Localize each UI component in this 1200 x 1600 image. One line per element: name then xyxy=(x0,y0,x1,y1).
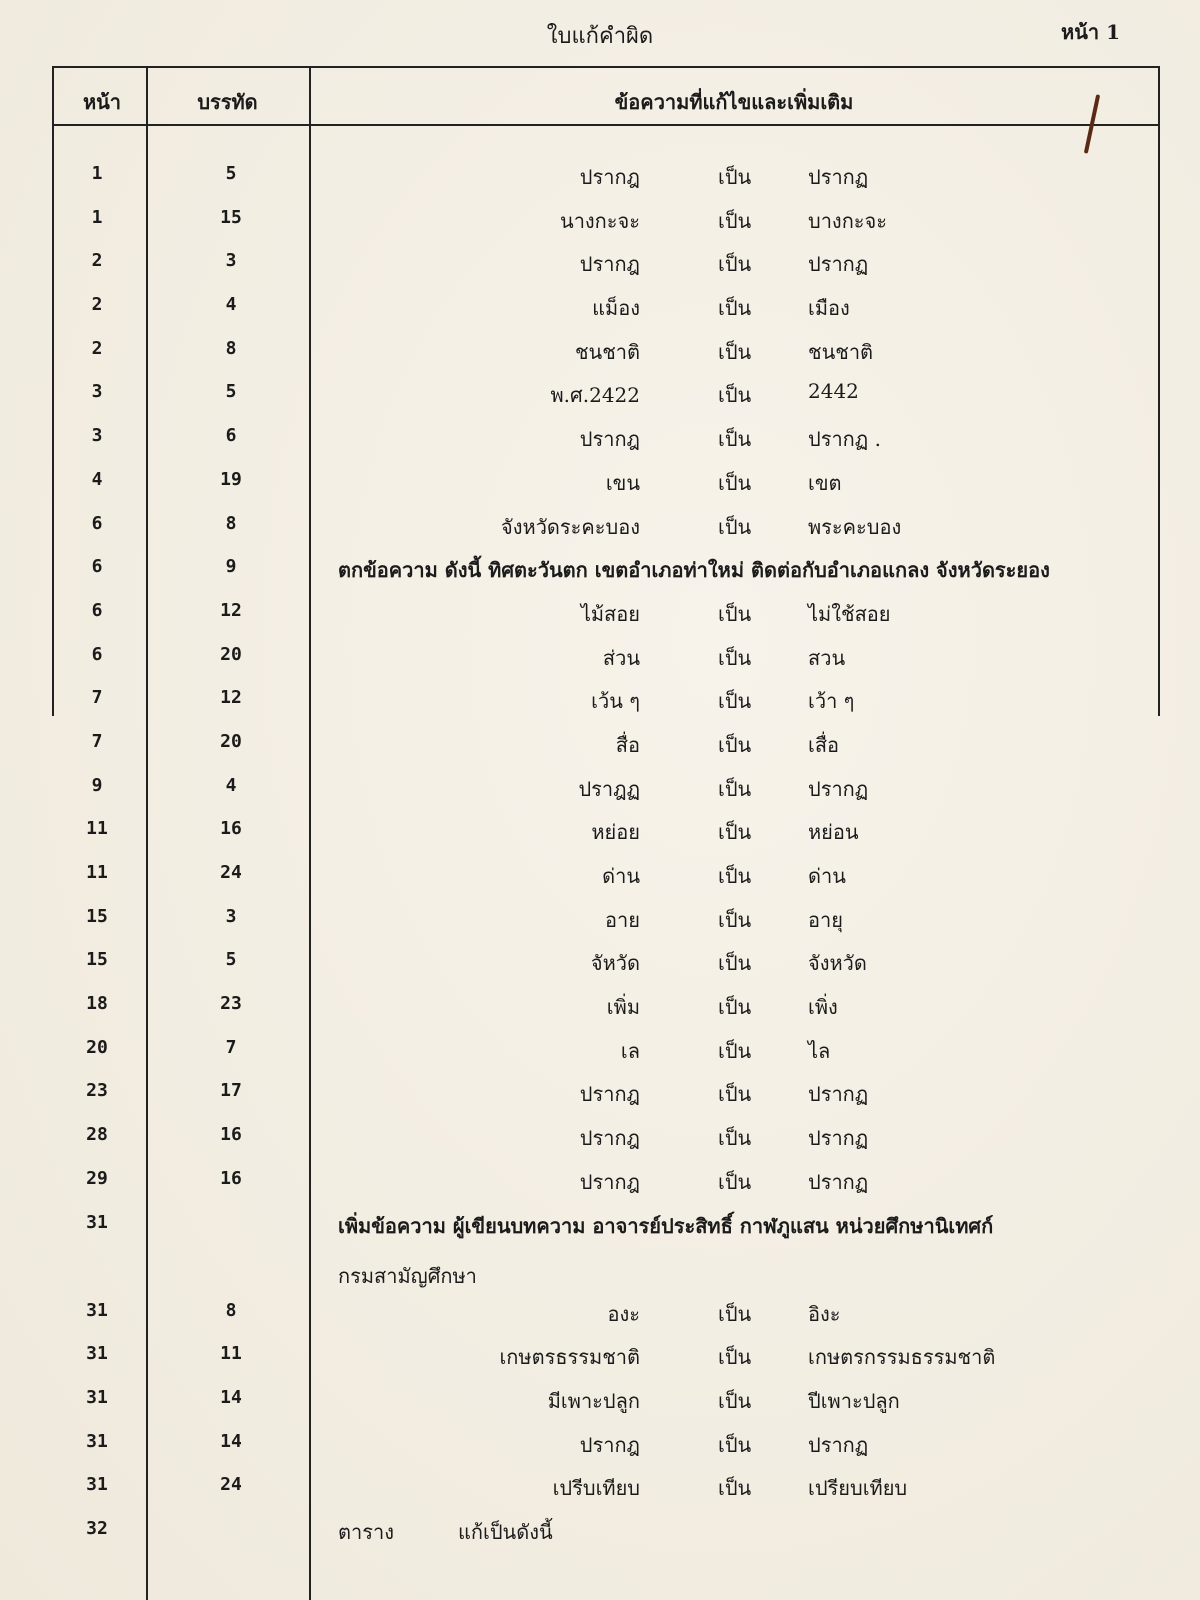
row-line-number: 4 xyxy=(225,774,237,796)
row-page-number: 2 xyxy=(91,294,103,316)
row-corrected-text: เกษตรกรรมธรรมชาติ xyxy=(808,1345,996,1370)
row-line-number: 5 xyxy=(225,381,237,403)
row-line-number: 4 xyxy=(225,294,237,316)
table-row xyxy=(0,461,1200,505)
row-page-number: 15 xyxy=(86,949,108,971)
row-page-number: 1 xyxy=(91,206,103,228)
table-row xyxy=(0,1466,1200,1510)
row-corrected-text: เว้า ๆ xyxy=(808,689,855,714)
table-row xyxy=(0,330,1200,374)
row-line-number: 23 xyxy=(220,993,242,1015)
row-page-number: 7 xyxy=(91,730,103,752)
table-row xyxy=(0,1116,1200,1160)
row-wrong-text: ปรากฎ xyxy=(579,427,640,452)
row-becomes-word: เป็น xyxy=(718,732,752,757)
table-row xyxy=(0,199,1200,243)
row-becomes-word: เป็น xyxy=(718,1432,752,1457)
table-row xyxy=(0,898,1200,942)
row-corrected-text: ปรากฏ xyxy=(808,1126,869,1151)
row-corrected-text: ไม่ใช้สอย xyxy=(808,601,891,626)
table-row xyxy=(0,1423,1200,1467)
row-page-number: 2 xyxy=(91,250,103,272)
row-page-number: 9 xyxy=(91,774,103,796)
table-row xyxy=(0,941,1200,985)
row-corrected-text: เพิ่ง xyxy=(808,995,838,1020)
row-page-number: 31 xyxy=(86,1211,108,1233)
table-row xyxy=(0,417,1200,461)
row-wrong-text: จัหวัด xyxy=(590,951,640,976)
table-row xyxy=(0,767,1200,811)
row-line-number: 20 xyxy=(220,730,242,752)
table-row xyxy=(0,1160,1200,1204)
header-line: บรรทัด xyxy=(197,90,258,114)
row-corrected-text: เขต xyxy=(808,470,842,495)
table-row xyxy=(0,1510,1200,1554)
row-corrected-text: บางกะจะ xyxy=(808,208,888,233)
header-correction: ข้อความที่แก้ไขและเพิ่มเติม xyxy=(614,90,854,114)
row-corrected-text: อิงะ xyxy=(808,1301,841,1326)
row-line-number: 5 xyxy=(225,949,237,971)
row-becomes-word: เป็น xyxy=(718,1126,752,1151)
row-page-number: 18 xyxy=(86,993,108,1015)
table-row xyxy=(0,854,1200,898)
row-becomes-word: เป็น xyxy=(718,1476,752,1501)
row-line-number: 12 xyxy=(220,599,242,621)
row-line-number: 14 xyxy=(220,1430,242,1452)
row-becomes-word: เป็น xyxy=(718,296,752,321)
row-corrected-text: ปรากฏ xyxy=(808,776,869,801)
row-line-number: 8 xyxy=(225,337,237,359)
row-line-number: 24 xyxy=(220,1474,242,1496)
row-becomes-word: เป็น xyxy=(718,864,752,888)
row-corrected-text: สวน xyxy=(808,645,846,670)
row-wrong-text: ปราฎฏ xyxy=(578,776,640,801)
row-wrong-text: มีเพาะปลูก xyxy=(547,1388,640,1413)
row-wrong-text: เว้น ๆ xyxy=(591,689,640,714)
table-row xyxy=(0,985,1200,1029)
row-page-number: 7 xyxy=(91,687,103,709)
table-row xyxy=(0,679,1200,723)
row-becomes-word: เป็น xyxy=(718,1082,752,1107)
table-row xyxy=(0,373,1200,417)
row-corrected-text: ปีเพาะปลูก xyxy=(808,1388,900,1413)
row-corrected-text: ด่าน xyxy=(808,864,846,888)
row-wrong-text: เปรีบเทียบ xyxy=(552,1476,640,1501)
row-becomes-word: เป็น xyxy=(718,383,752,408)
row-corrected-text: ปรากฏ xyxy=(808,1432,869,1457)
row-wrong-text: ปรากฎ xyxy=(579,1082,640,1107)
row-table-note: แก้เป็นดังนี้ xyxy=(458,1519,553,1544)
row-page-number: 31 xyxy=(86,1343,108,1365)
table-row xyxy=(0,242,1200,286)
row-wrong-text: สื่อ xyxy=(615,732,640,757)
row-line-number: 7 xyxy=(225,1036,237,1058)
row-becomes-word: เป็น xyxy=(718,1038,752,1063)
table-header-border xyxy=(52,124,1160,126)
row-line-number: 5 xyxy=(225,163,237,184)
row-page-number: 31 xyxy=(86,1430,108,1452)
row-becomes-word: เป็น xyxy=(718,645,752,670)
row-page-number: 31 xyxy=(86,1299,108,1321)
table-row xyxy=(0,1379,1200,1423)
row-page-number: 6 xyxy=(91,599,103,621)
table-row xyxy=(0,1292,1200,1336)
row-wrong-text: ปรากฎ xyxy=(579,252,640,277)
row-wrong-text: ด่าน xyxy=(602,864,640,888)
row-full-text-line: เพิ่มข้อความ ผู้เขียนบทความ อาจารย์ประสิทธิ์ กาฬภูแสน หน่วยศึกษานิเทศก์ xyxy=(338,1213,994,1238)
row-becomes-word: เป็น xyxy=(718,470,752,495)
row-line-number: 14 xyxy=(220,1386,242,1408)
row-corrected-text: ปรากฏ xyxy=(808,1169,869,1194)
row-corrected-text: อายุ xyxy=(808,907,843,932)
table-row xyxy=(0,1072,1200,1116)
row-wrong-text: หย่อย xyxy=(591,820,640,845)
row-line-number: 24 xyxy=(220,862,242,883)
row-wrong-text: อาย xyxy=(605,907,640,932)
table-row xyxy=(0,155,1200,199)
row-corrected-text: ปรากฏ . xyxy=(808,427,881,452)
row-page-number: 3 xyxy=(91,381,103,403)
row-page-number: 28 xyxy=(86,1124,108,1146)
row-wrong-text: พ.ศ.2422 xyxy=(550,383,640,408)
row-corrected-text: ปรากฏ xyxy=(808,165,869,189)
row-page-number: 6 xyxy=(91,556,103,578)
table-row xyxy=(0,592,1200,636)
row-line-number: 11 xyxy=(220,1343,242,1365)
correction-table-body xyxy=(0,155,1200,1554)
row-wrong-text: ไม้สอย xyxy=(580,601,640,626)
row-wrong-text: ชนชาติ xyxy=(574,339,640,364)
row-page-number: 32 xyxy=(86,1517,108,1539)
row-page-number: 31 xyxy=(86,1474,108,1496)
row-corrected-text: ชนชาติ xyxy=(808,339,874,364)
row-page-number: 4 xyxy=(91,468,103,490)
row-corrected-text: เมือง xyxy=(808,296,850,321)
row-wrong-text: เขน xyxy=(605,470,640,495)
row-wrong-text: เพิ่ม xyxy=(606,995,640,1020)
row-page-number: 11 xyxy=(86,818,108,840)
row-becomes-word: เป็น xyxy=(718,208,752,233)
row-wrong-text: ปรากฎ xyxy=(579,1126,640,1151)
row-wrong-text: จังหวัดระคะบอง xyxy=(501,514,640,539)
table-row xyxy=(0,1335,1200,1379)
row-page-number: 6 xyxy=(91,643,103,665)
row-page-number: 15 xyxy=(86,905,108,927)
row-corrected-text: จังหวัด xyxy=(808,951,867,976)
row-line-number: 20 xyxy=(220,643,242,665)
row-wrong-text: เล xyxy=(620,1038,640,1063)
row-corrected-text: เปรียบเทียบ xyxy=(808,1476,908,1501)
row-becomes-word: เป็น xyxy=(718,339,752,364)
table-row xyxy=(0,723,1200,767)
row-line-number: 6 xyxy=(225,425,237,447)
table-row xyxy=(0,505,1200,549)
row-line-number: 16 xyxy=(220,1124,242,1146)
row-becomes-word: เป็น xyxy=(718,165,752,189)
row-line-number: 17 xyxy=(220,1080,242,1102)
row-becomes-word: เป็น xyxy=(718,601,752,626)
row-wrong-text: ปรากฎ xyxy=(579,1432,640,1457)
row-wrong-text: องะ xyxy=(607,1301,640,1326)
row-corrected-text: พระคะบอง xyxy=(808,514,902,539)
row-line-number: 3 xyxy=(225,250,237,272)
row-becomes-word: เป็น xyxy=(718,995,752,1020)
row-wrong-text: ส่วน xyxy=(602,645,640,670)
row-page-number: 29 xyxy=(86,1167,108,1189)
table-row xyxy=(0,548,1200,592)
table-row xyxy=(0,636,1200,680)
row-page-number: 1 xyxy=(91,163,103,184)
row-page-number: 23 xyxy=(86,1080,108,1102)
row-line-number: 19 xyxy=(220,468,242,490)
row-line-number: 8 xyxy=(225,1299,237,1321)
row-full-text xyxy=(338,1210,993,1292)
row-becomes-word: เป็น xyxy=(718,1345,752,1370)
page-number: หน้า 1 xyxy=(1061,20,1120,44)
row-becomes-word: เป็น xyxy=(718,514,752,539)
row-becomes-word: เป็น xyxy=(718,689,752,714)
row-wrong-text: นางกะจะ xyxy=(560,208,640,233)
header-page: หน้า xyxy=(82,90,122,114)
document-title: ใบแก้คำผิด xyxy=(546,24,654,49)
row-becomes-word: เป็น xyxy=(718,776,752,801)
table-row xyxy=(0,810,1200,854)
row-wrong-text: เกษตรธรรมชาติ xyxy=(499,1345,640,1370)
row-becomes-word: เป็น xyxy=(718,427,752,452)
row-becomes-word: เป็น xyxy=(718,907,752,932)
table-top-border xyxy=(52,66,1160,68)
row-table-label: ตาราง xyxy=(338,1519,394,1544)
row-corrected-text: หย่อน xyxy=(808,820,859,845)
row-becomes-word: เป็น xyxy=(718,1169,752,1194)
row-corrected-text: 2442 xyxy=(808,379,859,404)
row-corrected-text: ปรากฏ xyxy=(808,252,869,277)
row-page-number: 20 xyxy=(86,1036,108,1058)
row-line-number: 16 xyxy=(220,818,242,840)
row-page-number: 31 xyxy=(86,1386,108,1408)
row-full-text-line-2: กรมสามัญศึกษา xyxy=(338,1263,477,1288)
row-becomes-word: เป็น xyxy=(718,951,752,976)
row-corrected-text: เสื่อ xyxy=(808,732,840,757)
row-becomes-word: เป็น xyxy=(718,820,752,845)
row-becomes-word: เป็น xyxy=(718,1301,752,1326)
table-row xyxy=(0,286,1200,330)
row-wrong-text: ปรากฎ xyxy=(579,165,640,189)
row-corrected-text: ไล xyxy=(808,1038,831,1063)
row-page-number: 11 xyxy=(86,862,108,883)
row-becomes-word: เป็น xyxy=(718,252,752,277)
table-row xyxy=(0,1029,1200,1073)
row-page-number: 6 xyxy=(91,512,103,534)
table-row xyxy=(0,1204,1200,1292)
row-page-number: 2 xyxy=(91,337,103,359)
row-becomes-word: เป็น xyxy=(718,1388,752,1413)
row-full-text-line: ตกข้อความ ดังนี้ ทิศตะวันตก เขตอำเภอท่าใหม่ ติดต่อกับอำเภอแกลง จังหวัดระยอง xyxy=(338,558,1050,583)
row-wrong-text: ปรากฎ xyxy=(579,1169,640,1194)
row-page-number: 3 xyxy=(91,425,103,447)
row-line-number: 12 xyxy=(220,687,242,709)
row-line-number: 16 xyxy=(220,1167,242,1189)
row-line-number: 8 xyxy=(225,512,237,534)
row-line-number: 15 xyxy=(220,206,242,228)
row-line-number: 9 xyxy=(225,556,237,578)
row-wrong-text: แม็อง xyxy=(592,296,640,321)
row-corrected-text: ปรากฏ xyxy=(808,1082,869,1107)
row-full-text xyxy=(338,554,1050,586)
row-line-number: 3 xyxy=(225,905,237,927)
